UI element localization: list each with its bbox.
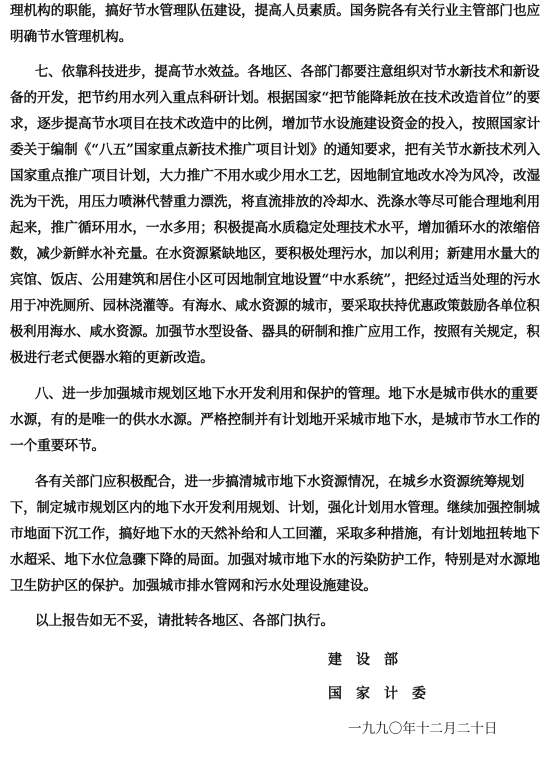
text-line: 以上报告如无不妥，请批转各地区、各部门执行。 — [35, 613, 335, 629]
text-line: 八、进一步加强城市规划区地下水开发利用和保护的管理。地下水是城市供水的重要 — [35, 386, 538, 402]
text-line: 用于冲洗厕所、园林浇灌等。有海水、咸水资源的城市，要采取扶持优惠政策鼓励各单位积 — [10, 298, 540, 314]
text-line: 委关于编制《“八五”国家重点新技术推广项目计划》的通知要求，把有关节水新技术列入 — [10, 142, 541, 158]
text-line: 极利用海水、咸水资源。加强节水型设备、器具的研制和推广应用工作，按照有关规定，积 — [10, 324, 540, 340]
text-line: 宾馆、饭店、公用建筑和居住小区可因地制宜地设置“中水系统”，把经过适当处理的污水 — [10, 272, 541, 288]
text-line: 市地面下沉工作，搞好地下水的天然补给和人工回灌，采取多种措施，有计划地扭转地下 — [10, 526, 541, 542]
text-line: 下，制定城市规划区内的地下水开发利用规划、计划，强化计划用水管理。继续加强控制城 — [10, 500, 540, 516]
text-line: 数，减少新鲜水补充量。在水资源紧缺地区，要积极处理污水，加以利用；新建用水量大的 — [10, 246, 540, 262]
text-line: 卫生防护区的保护。加强城市排水管网和污水处理设施建设。 — [10, 578, 378, 594]
text-line: 一个重要环节。 — [10, 438, 106, 454]
text-line: 起来，推广循环用水，一水多用；积极提高水质稳定处理技术水平，增加循环水的浓缩倍 — [10, 220, 541, 236]
text-line: 水源，有的是唯一的供水水源。严格控制并有计划地开采城市地下水，是城市节水工作的 — [10, 412, 541, 428]
signature-state-planning-commission: 国 家 计 委 — [328, 686, 426, 702]
text-line: 理机构的职能，搞好节水管理队伍建设，提高人员素质。国务院各有关行业主管部门也应 — [10, 3, 541, 19]
text-line: 洗为干洗，用压力喷淋代替重力漂洗，将直流排放的冷却水、洗涤水等尽可能合理地利用 — [10, 194, 541, 210]
text-line: 各有关部门应积极配合，进一步搞清城市地下水资源情况，在城乡水资源统筹规划 — [35, 474, 525, 490]
text-line: 备的开发，把节约用水列入重点科研计划。根据国家“把节能降耗放在技术改造首位”的要 — [10, 90, 541, 106]
text-line: 极进行老式便器水箱的更新改造。 — [10, 350, 214, 366]
text-line: 水超采、地下水位急骤下降的局面。加强对城市地下水的污染防护工作，特别是对水源地 — [10, 552, 541, 568]
signature-ministry-of-construction: 建 设 部 — [328, 652, 398, 668]
text-line: 七、依靠科技进步，提高节水效益。各地区、各部门都要注意组织对节水新技术和新设 — [35, 64, 540, 80]
text-line: 求，逐步提高节水项目在技术改造中的比例，增加节水设施建设资金的投入，按照国家计 — [10, 116, 541, 132]
text-line: 国家重点推广项目计划，大力推广不用水或少用水工艺，因地制宜地改水冷为风冷，改湿 — [10, 168, 541, 184]
document-date: 一九九〇年十二月二十日 — [348, 721, 498, 737]
text-line: 明确节水管理机构。 — [10, 29, 133, 45]
